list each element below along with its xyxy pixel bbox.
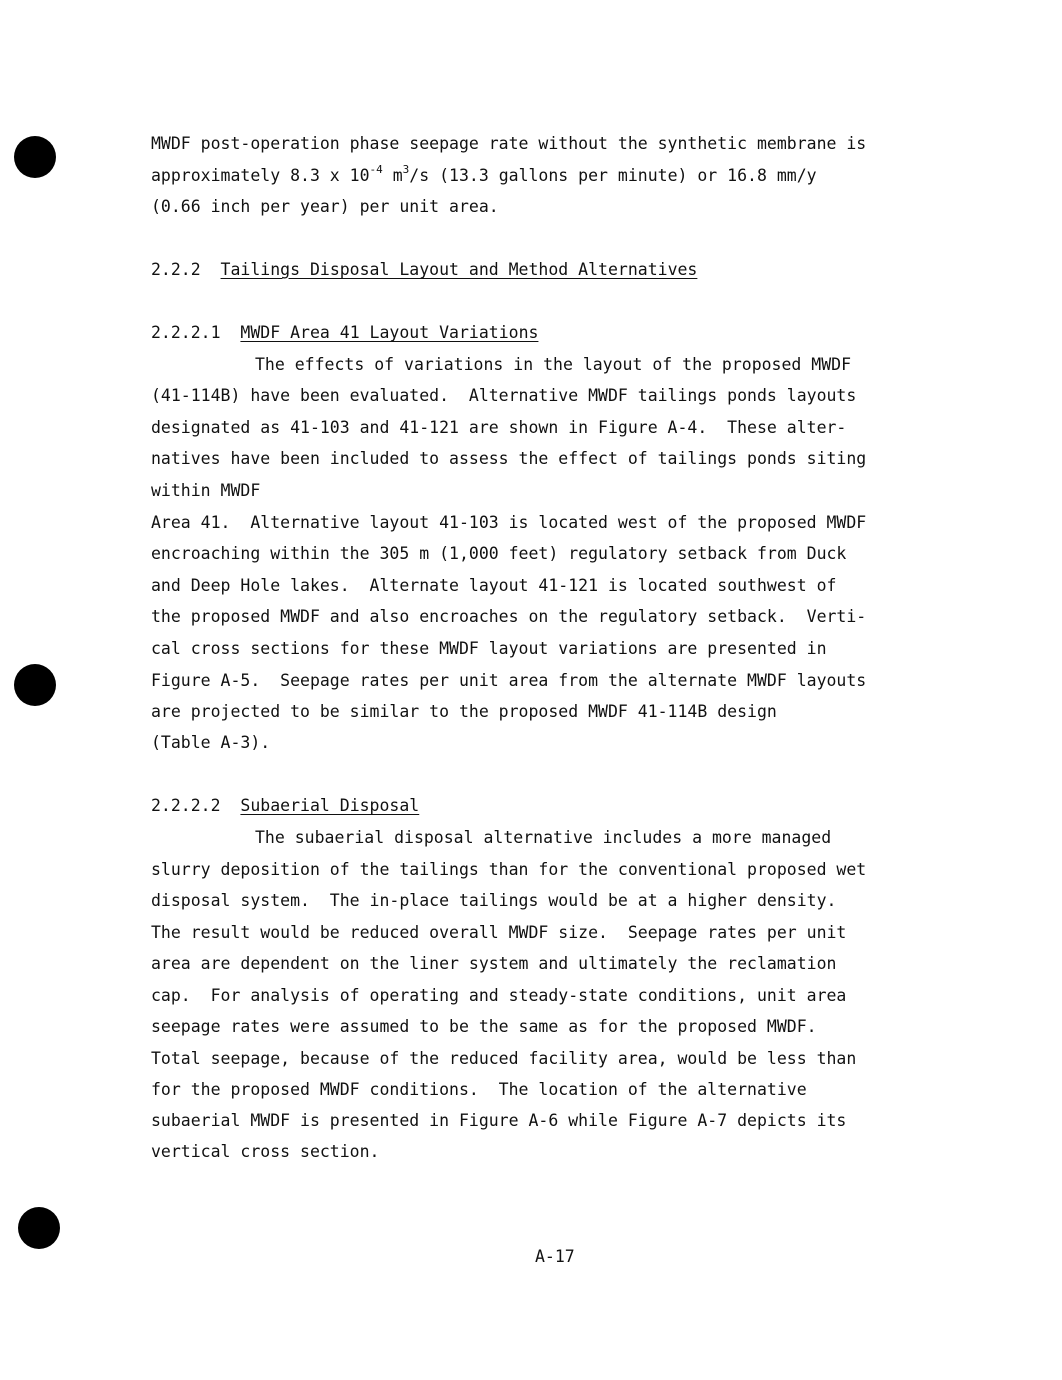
paragraph-line: slurry deposition of the tailings than for the conventional proposed wet <box>151 860 867 879</box>
paragraph-line: Area 41. Alternative layout 41-103 is located west of the proposed MWDF <box>151 513 867 532</box>
exponent: 3 <box>402 163 410 176</box>
paragraph-line: (41-114B) have been evaluated. Alternative MWDF tailings ponds layouts <box>151 386 857 405</box>
paragraph-line: within MWDF <box>151 481 261 500</box>
page-number: A-17 <box>535 1247 575 1266</box>
section-number: 2.2.2 <box>151 260 201 279</box>
punch-hole-bottom <box>18 1207 60 1249</box>
paragraph-line: cal cross sections for these MWDF layout variations are presented in <box>151 639 827 658</box>
paragraph-line: and Deep Hole lakes. Alternate layout 41-121 is located southwest of <box>151 576 837 595</box>
paragraph-line: approximately 8.3 x $10^{-4}$ $m^3/s$ (13.3 gallons per minute) or 16.8 mm/y <box>151 163 817 185</box>
paragraph-line: disposal system. The in-place tailings would be at a higher density. <box>151 891 837 910</box>
paragraph-line: (Table A-3). <box>151 733 271 752</box>
paragraph-line: (0.66 inch per year) per unit area. <box>151 197 499 216</box>
section-title: MWDF Area 41 Layout Variations <box>240 323 539 342</box>
paragraph-line: designated as 41-103 and 41-121 are shown in Figure A-4. These alter- <box>151 418 847 437</box>
paragraph-line: area are dependent on the liner system and ultimately the reclamation <box>151 954 837 973</box>
section-title: Tailings Disposal Layout and Method Alternatives <box>220 260 698 279</box>
paragraph-line: are projected to be similar to the proposed MWDF 41-114B design <box>151 702 777 721</box>
section-number: 2.2.2.1 <box>151 323 221 342</box>
section-heading-2-2-2 <box>151 260 697 280</box>
paragraph-line: The result would be reduced overall MWDF size. Seepage rates per unit <box>151 923 847 942</box>
section-number: 2.2.2.2 <box>151 796 221 815</box>
paragraph-line: encroaching within the 305 m (1,000 feet) regulatory setback from Duck <box>151 544 847 563</box>
paragraph-line: vertical cross section. <box>151 1142 380 1161</box>
exponent: -4 <box>369 163 383 176</box>
section-heading-2-2-2-2 <box>151 796 419 816</box>
paragraph-line: natives have been included to assess the effect of tailings ponds siting <box>151 449 867 468</box>
paragraph-line: Total seepage, because of the reduced facility area, would be less than <box>151 1049 857 1068</box>
punch-hole-middle <box>14 664 56 706</box>
paragraph-line: Figure A-5. Seepage rates per unit area from the alternate MWDF layouts <box>151 671 867 690</box>
paragraph-line: cap. For analysis of operating and steady-state conditions, unit area <box>151 986 847 1005</box>
paragraph-line: for the proposed MWDF conditions. The location of the alternative <box>151 1080 807 1099</box>
paragraph-line: The effects of variations in the layout of the proposed MWDF <box>255 355 852 374</box>
paragraph-line: subaerial MWDF is presented in Figure A-6 while Figure A-7 depicts its <box>151 1111 847 1130</box>
paragraph-line: The subaerial disposal alternative includes a more managed <box>255 828 832 847</box>
paragraph-line: the proposed MWDF and also encroaches on the regulatory setback. Verti- <box>151 607 867 626</box>
paragraph-line: seepage rates were assumed to be the same as for the proposed MWDF. <box>151 1017 817 1036</box>
section-heading-2-2-2-1 <box>151 323 538 343</box>
section-title: Subaerial Disposal <box>240 796 420 815</box>
paragraph-line: MWDF post-operation phase seepage rate without the synthetic membrane is <box>151 134 867 153</box>
punch-hole-top <box>14 136 56 178</box>
